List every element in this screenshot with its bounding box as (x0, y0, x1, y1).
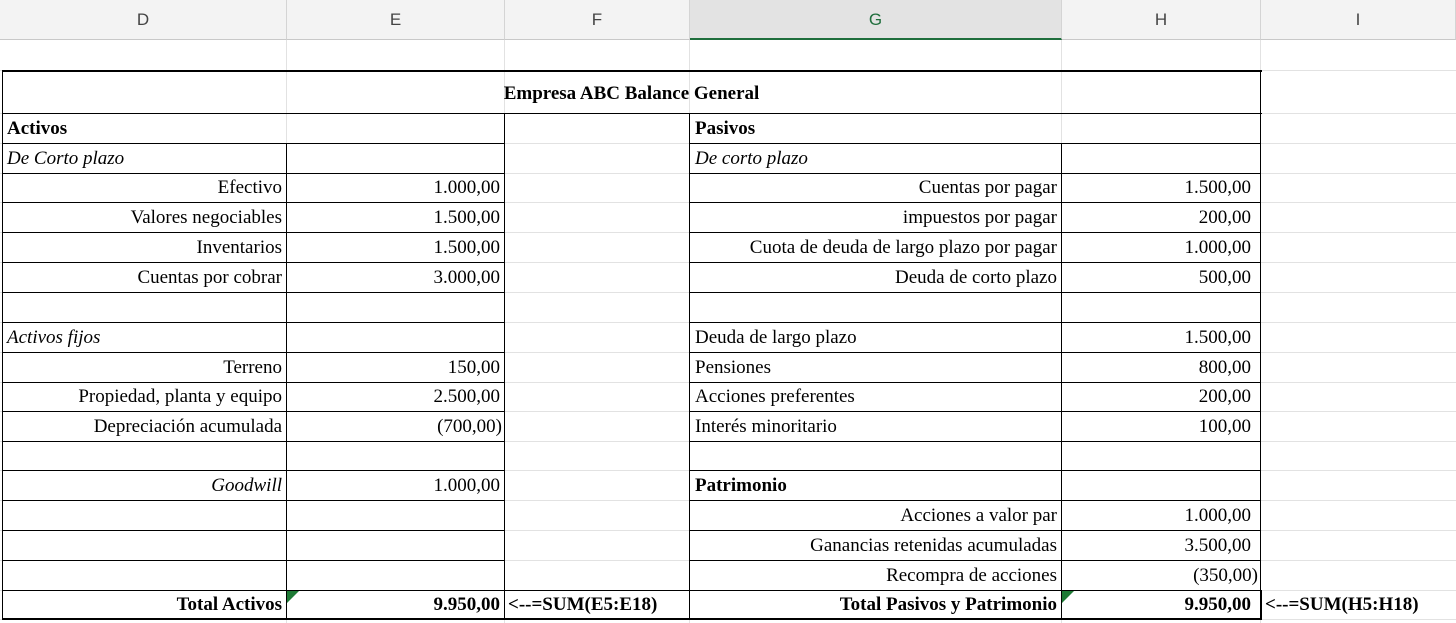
inventarios-label[interactable]: Inventarios (196, 237, 282, 258)
terreno-value[interactable]: 150,00 (447, 357, 500, 378)
table-border (2, 441, 505, 442)
table-border (1260, 70, 1261, 620)
table-border (689, 292, 1261, 293)
valores-label[interactable]: Valores negociables (130, 207, 282, 228)
ganancias-value[interactable]: 3.500,00 (1184, 535, 1251, 556)
assets-short-term-heading[interactable]: De Corto plazo (7, 148, 125, 169)
efectivo-label[interactable]: Efectivo (217, 177, 282, 198)
equity-heading[interactable]: Patrimonio (695, 475, 787, 496)
acciones-pref-value[interactable]: 200,00 (1198, 386, 1251, 407)
table-border (2, 560, 505, 561)
total-pasivos-formula[interactable]: <--=SUM(H5:H18) (1265, 594, 1419, 615)
total-activos-label[interactable]: Total Activos (176, 594, 282, 615)
table-border (2, 292, 505, 293)
table-border (2, 500, 505, 501)
sheet-title[interactable]: Empresa ABC Balance General (503, 83, 760, 104)
liabilities-heading[interactable]: Pasivos (695, 118, 756, 139)
cuentas-cobrar-label[interactable]: Cuentas por cobrar (137, 267, 282, 288)
deuda-corto-label[interactable]: Deuda de corto plazo (895, 267, 1057, 288)
assets-heading[interactable]: Activos (7, 118, 68, 139)
total-pasivos-label[interactable]: Total Pasivos y Patrimonio (839, 594, 1057, 615)
column-header-h[interactable]: H (1062, 0, 1261, 40)
recompra-value[interactable]: (350,00) (1193, 565, 1258, 586)
total-activos-value[interactable]: 9.950,00 (433, 594, 500, 615)
impuestos-value[interactable]: 200,00 (1198, 207, 1251, 228)
column-header-e[interactable]: E (287, 0, 505, 40)
table-border (2, 530, 505, 531)
deuda-corto-value[interactable]: 500,00 (1198, 267, 1251, 288)
acciones-par-label[interactable]: Acciones a valor par (900, 505, 1057, 526)
terreno-label[interactable]: Terreno (223, 357, 282, 378)
cuentas-pagar-label[interactable]: Cuentas por pagar (918, 177, 1057, 198)
impuestos-label[interactable]: impuestos por pagar (902, 207, 1057, 228)
cuentas-pagar-value[interactable]: 1.500,00 (1184, 177, 1251, 198)
liabilities-short-term-heading[interactable]: De corto plazo (695, 148, 808, 169)
propiedad-value[interactable]: 2.500,00 (433, 386, 500, 407)
recompra-label[interactable]: Recompra de acciones (886, 565, 1057, 586)
cuentas-cobrar-value[interactable]: 3.000,00 (433, 267, 500, 288)
cuota-value[interactable]: 1.000,00 (1184, 237, 1251, 258)
acciones-pref-label[interactable]: Acciones preferentes (695, 386, 855, 407)
table-border (504, 113, 505, 619)
ganancias-label[interactable]: Ganancias retenidas acumuladas (810, 535, 1057, 556)
depreciacion-value[interactable]: (700,00) (437, 416, 502, 437)
goodwill-label[interactable]: Goodwill (211, 475, 282, 496)
total-activos-formula[interactable]: <--=SUM(E5:E18) (508, 594, 658, 615)
interes-label[interactable]: Interés minoritario (695, 416, 837, 437)
cuota-label[interactable]: Cuota de deuda de largo plazo por pagar (749, 237, 1057, 258)
deuda-largo-value[interactable]: 1.500,00 (1184, 327, 1251, 348)
fixed-assets-heading[interactable]: Activos fijos (7, 327, 101, 348)
column-header-f[interactable]: F (505, 0, 690, 40)
goodwill-value[interactable]: 1.000,00 (433, 475, 500, 496)
inventarios-value[interactable]: 1.500,00 (433, 237, 500, 258)
valores-value[interactable]: 1.500,00 (433, 207, 500, 228)
pensiones-value[interactable]: 800,00 (1198, 357, 1251, 378)
depreciacion-label[interactable]: Depreciación acumulada (93, 416, 282, 437)
total-pasivos-value[interactable]: 9.950,00 (1184, 594, 1251, 615)
column-header-d[interactable]: D (0, 0, 287, 40)
column-header-i[interactable]: I (1261, 0, 1456, 40)
table-border (689, 441, 1261, 442)
interes-value[interactable]: 100,00 (1198, 416, 1251, 437)
deuda-largo-label[interactable]: Deuda de largo plazo (695, 327, 857, 348)
acciones-par-value[interactable]: 1.000,00 (1184, 505, 1251, 526)
propiedad-label[interactable]: Propiedad, planta y equipo (78, 386, 282, 407)
column-header-g[interactable]: G (690, 0, 1062, 40)
pensiones-label[interactable]: Pensiones (695, 357, 771, 378)
efectivo-value[interactable]: 1.000,00 (433, 177, 500, 198)
